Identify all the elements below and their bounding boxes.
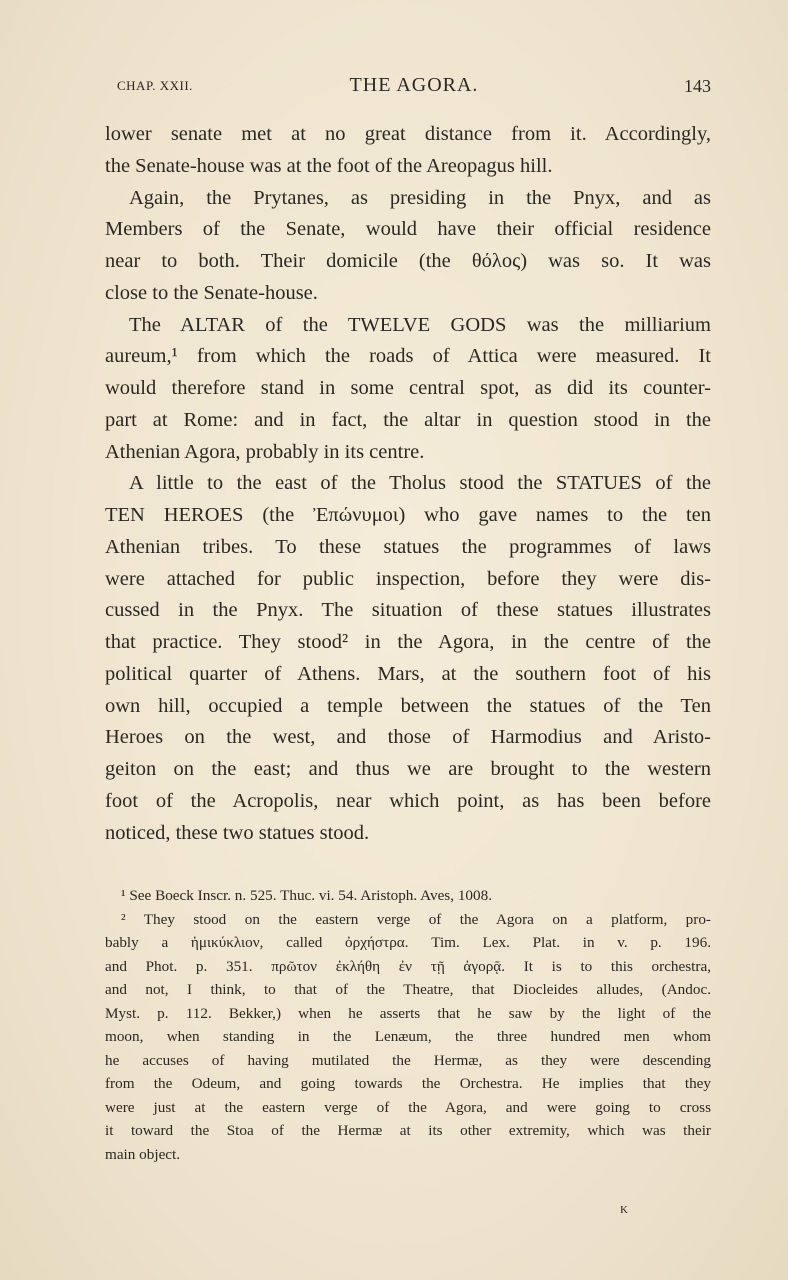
- text-line: would therefore stand in some central spot, as did its counter-: [105, 377, 711, 399]
- body-text: [105, 119, 711, 849]
- text-line: political quarter of Athens. Mars, at the southern foot of his: [105, 662, 711, 685]
- footnote-line: it toward the Stoa of the Hermæ at its other extremity, which was their: [105, 1122, 711, 1139]
- text-line: close to the Senate-house.: [105, 281, 318, 304]
- text-line: Athenian tribes. To these statues the programmes of laws: [105, 535, 711, 558]
- footnote-line: bably a ἡμικύκλιον, called ὀρχήστρα. Tim. Lex. Plat. in v. p. 196.: [105, 934, 711, 951]
- text-line: foot of the Acropolis, near which point, as has been before: [105, 789, 711, 812]
- text-line: The ALTAR of the TWELVE GODS was the milliarium: [129, 313, 711, 336]
- signature-mark: K: [620, 1204, 628, 1216]
- text-line: Heroes on the west, and those of Harmodius and Aristo-: [105, 726, 711, 749]
- footnote-line: ¹ See Boeck Inscr. n. 525. Thuc. vi. 54. Aristoph. Aves, 1008.: [121, 887, 492, 904]
- chapter-label: CHAP. XXII.: [117, 78, 193, 93]
- text-line: own hill, occupied a temple between the statues of the Ten: [105, 694, 711, 717]
- text-line: near to both. Their domicile (the θόλος) was so. It was: [105, 250, 711, 272]
- footnote-line: moon, when standing in the Lenæum, the three hundred men whom: [105, 1028, 711, 1045]
- footnote-line: and Phot. p. 351. πρῶτον ἐκλήθη ἐν τῇ ἀγορᾷ. It is to this orchestra,: [105, 957, 711, 975]
- text-line: that practice. They stood² in the Agora, in the centre of the: [105, 631, 711, 653]
- text-line: TEN HEROES (the Ἐπώνυμοι) who gave names to the ten: [105, 504, 711, 526]
- text-line: Members of the Senate, would have their official residence: [105, 218, 711, 241]
- text-line: Again, the Prytanes, as presiding in the Pnyx, and as: [129, 186, 711, 209]
- text-line: noticed, these two statues stood.: [105, 821, 370, 844]
- page-title: THE AGORA.: [349, 74, 479, 96]
- footnote-line: and not, I think, to that of the Theatre, that Diocleides alludes, (Andoc.: [105, 981, 711, 998]
- text-line: geiton on the east; and thus we are brought to the western: [105, 758, 711, 780]
- page-number: 143: [684, 76, 711, 96]
- text-line: were attached for public inspection, before they were dis-: [105, 567, 711, 590]
- text-line: Athenian Agora, probably in its centre.: [105, 440, 425, 463]
- footnote-line: main object.: [105, 1145, 181, 1163]
- footnote-line: were just at the eastern verge of the Agora, and were going to cross: [105, 1098, 711, 1116]
- text-line: aureum,¹ from which the roads of Attica were measured. It: [105, 345, 711, 368]
- footnote-line: from the Odeum, and going towards the Orchestra. He implies that they: [105, 1075, 711, 1092]
- footnote-line: he accuses of having mutilated the Hermæ, as they were descending: [105, 1051, 711, 1069]
- footnotes: [105, 884, 711, 1166]
- footnote-line: ² They stood on the eastern verge of the Agora on a platform, pro-: [121, 910, 711, 928]
- text-line: the Senate-house was at the foot of the Areopagus hill.: [105, 154, 553, 177]
- footnote-line: Myst. p. 112. Bekker,) when he asserts that he saw by the light of the: [105, 1004, 711, 1022]
- running-head: [117, 74, 711, 104]
- text-line: part at Rome: and in fact, the altar in question stood in the: [105, 408, 711, 431]
- text-line: lower senate met at no great distance from it. Accordingly,: [105, 123, 711, 145]
- text-line: cussed in the Pnyx. The situation of these statues illustrates: [105, 599, 711, 622]
- text-line: A little to the east of the Tholus stood the STATUES of the: [129, 472, 711, 495]
